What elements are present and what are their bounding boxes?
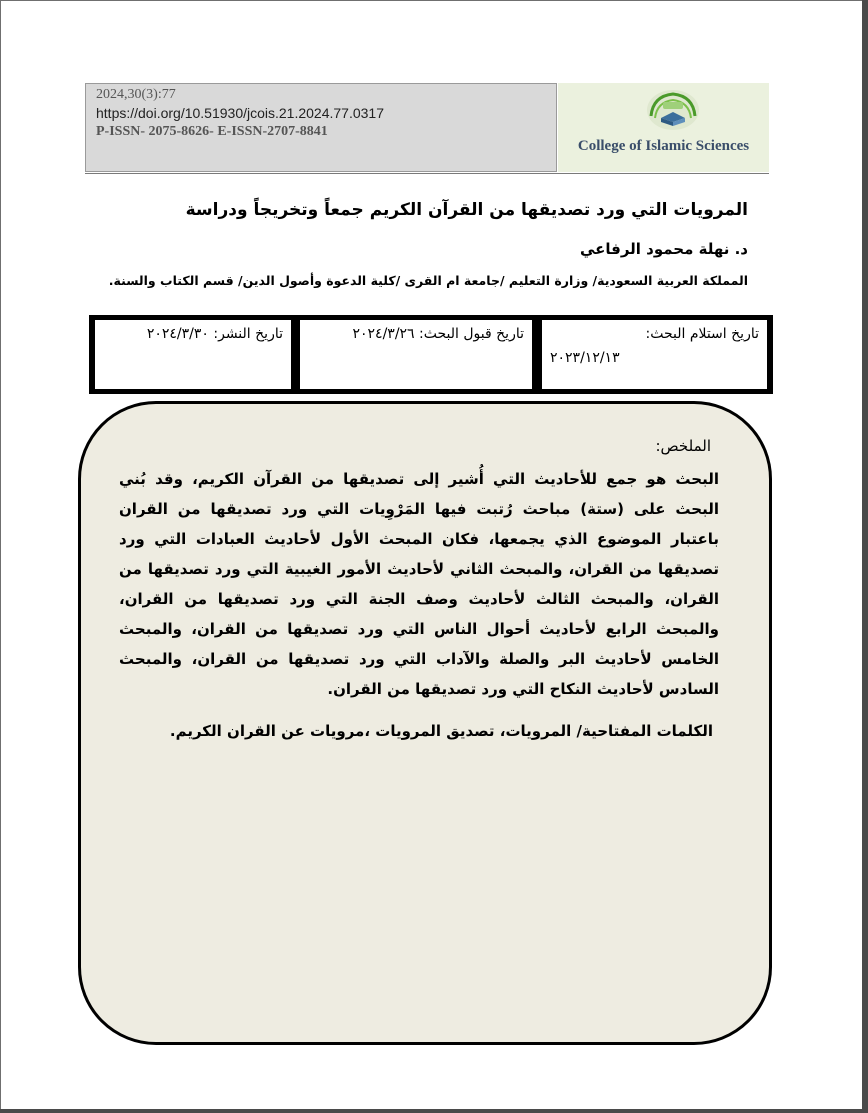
college-name: College of Islamic Sciences: [577, 138, 750, 154]
author-affiliation: المملكة العربية السعودية/ وزارة التعليم /جامعة ام القرى /كلية الدعوة وأصول الدين/ قسم الكتاب والسنة.: [108, 273, 748, 288]
abstract-body: البحث هو جمع للأحاديث التي أُشير إلى تصديقها من القرآن الكريم، وقد بُني البحث على (ستة) مباحث رُتبت فيها المَرْوِيات التي ورد تصديقها من القران باعتبار الموضوع الذي يجمعها، فكان المبحث الأول لأحاديث العبادات التي ورد تصديقها من القران، والمبحث الثاني لأحاديث الأمور الغيبية التي ورد تصديقها من القران، والمبحث الثالث لأحاديث وصف الجنة التي ورد تصديقها من القران، والمبحث الرابع لأحاديث أحوال الناس التي ورد تصديقها من القران، والمبحث الخامس لأحاديث البر والصلة والآداب التي ورد تصديقها من القران، والمبحث السادس لأحاديث النكاح التي ورد تصديقها من القران.: [119, 470, 719, 698]
page-shadow-bottom: [0, 1109, 868, 1113]
accepted-date-cell: [299, 319, 533, 390]
abstract-heading: الملخص:: [655, 437, 711, 455]
published-date-value: ٢٠٢٤/٣/٣٠: [146, 326, 209, 342]
published-date-cell: [94, 319, 292, 390]
article-title: المرويات التي ورد تصديقها من القرآن الكريم جمعاً وتخريجاً ودراسة: [185, 200, 748, 220]
accepted-date-label: تاريخ قبول البحث:: [419, 326, 524, 342]
doi-link[interactable]: https://doi.org/10.51930/jcois.21.2024.77.0317: [96, 105, 384, 121]
published-date-label: تاريخ النشر:: [213, 326, 283, 342]
author-name: د. نهلة محمود الرفاعي: [579, 240, 748, 258]
college-logo-icon: [643, 88, 703, 132]
abstract-box: [78, 401, 772, 1045]
accepted-date-value: ٢٠٢٤/٣/٢٦: [352, 326, 415, 342]
journal-info-panel: [85, 83, 557, 172]
received-date-cell: [541, 319, 768, 390]
page-shadow-right: [862, 0, 868, 1113]
volume-issue: 2024,30(3):77: [96, 87, 176, 102]
received-date-value: ٢٠٢٣/١٢/١٣: [550, 350, 620, 366]
journal-header: [85, 83, 769, 174]
abstract-keywords: الكلمات المفتاحية/ المرويات، تصديق المرويات ،مرويات عن القران الكريم.: [169, 722, 713, 740]
college-panel: [558, 83, 769, 172]
dates-table: [89, 315, 773, 394]
issn-line: P-ISSN- 2075-8626- E-ISSN-2707-8841: [96, 124, 328, 139]
received-date-label: تاريخ استلام البحث:: [645, 326, 759, 342]
